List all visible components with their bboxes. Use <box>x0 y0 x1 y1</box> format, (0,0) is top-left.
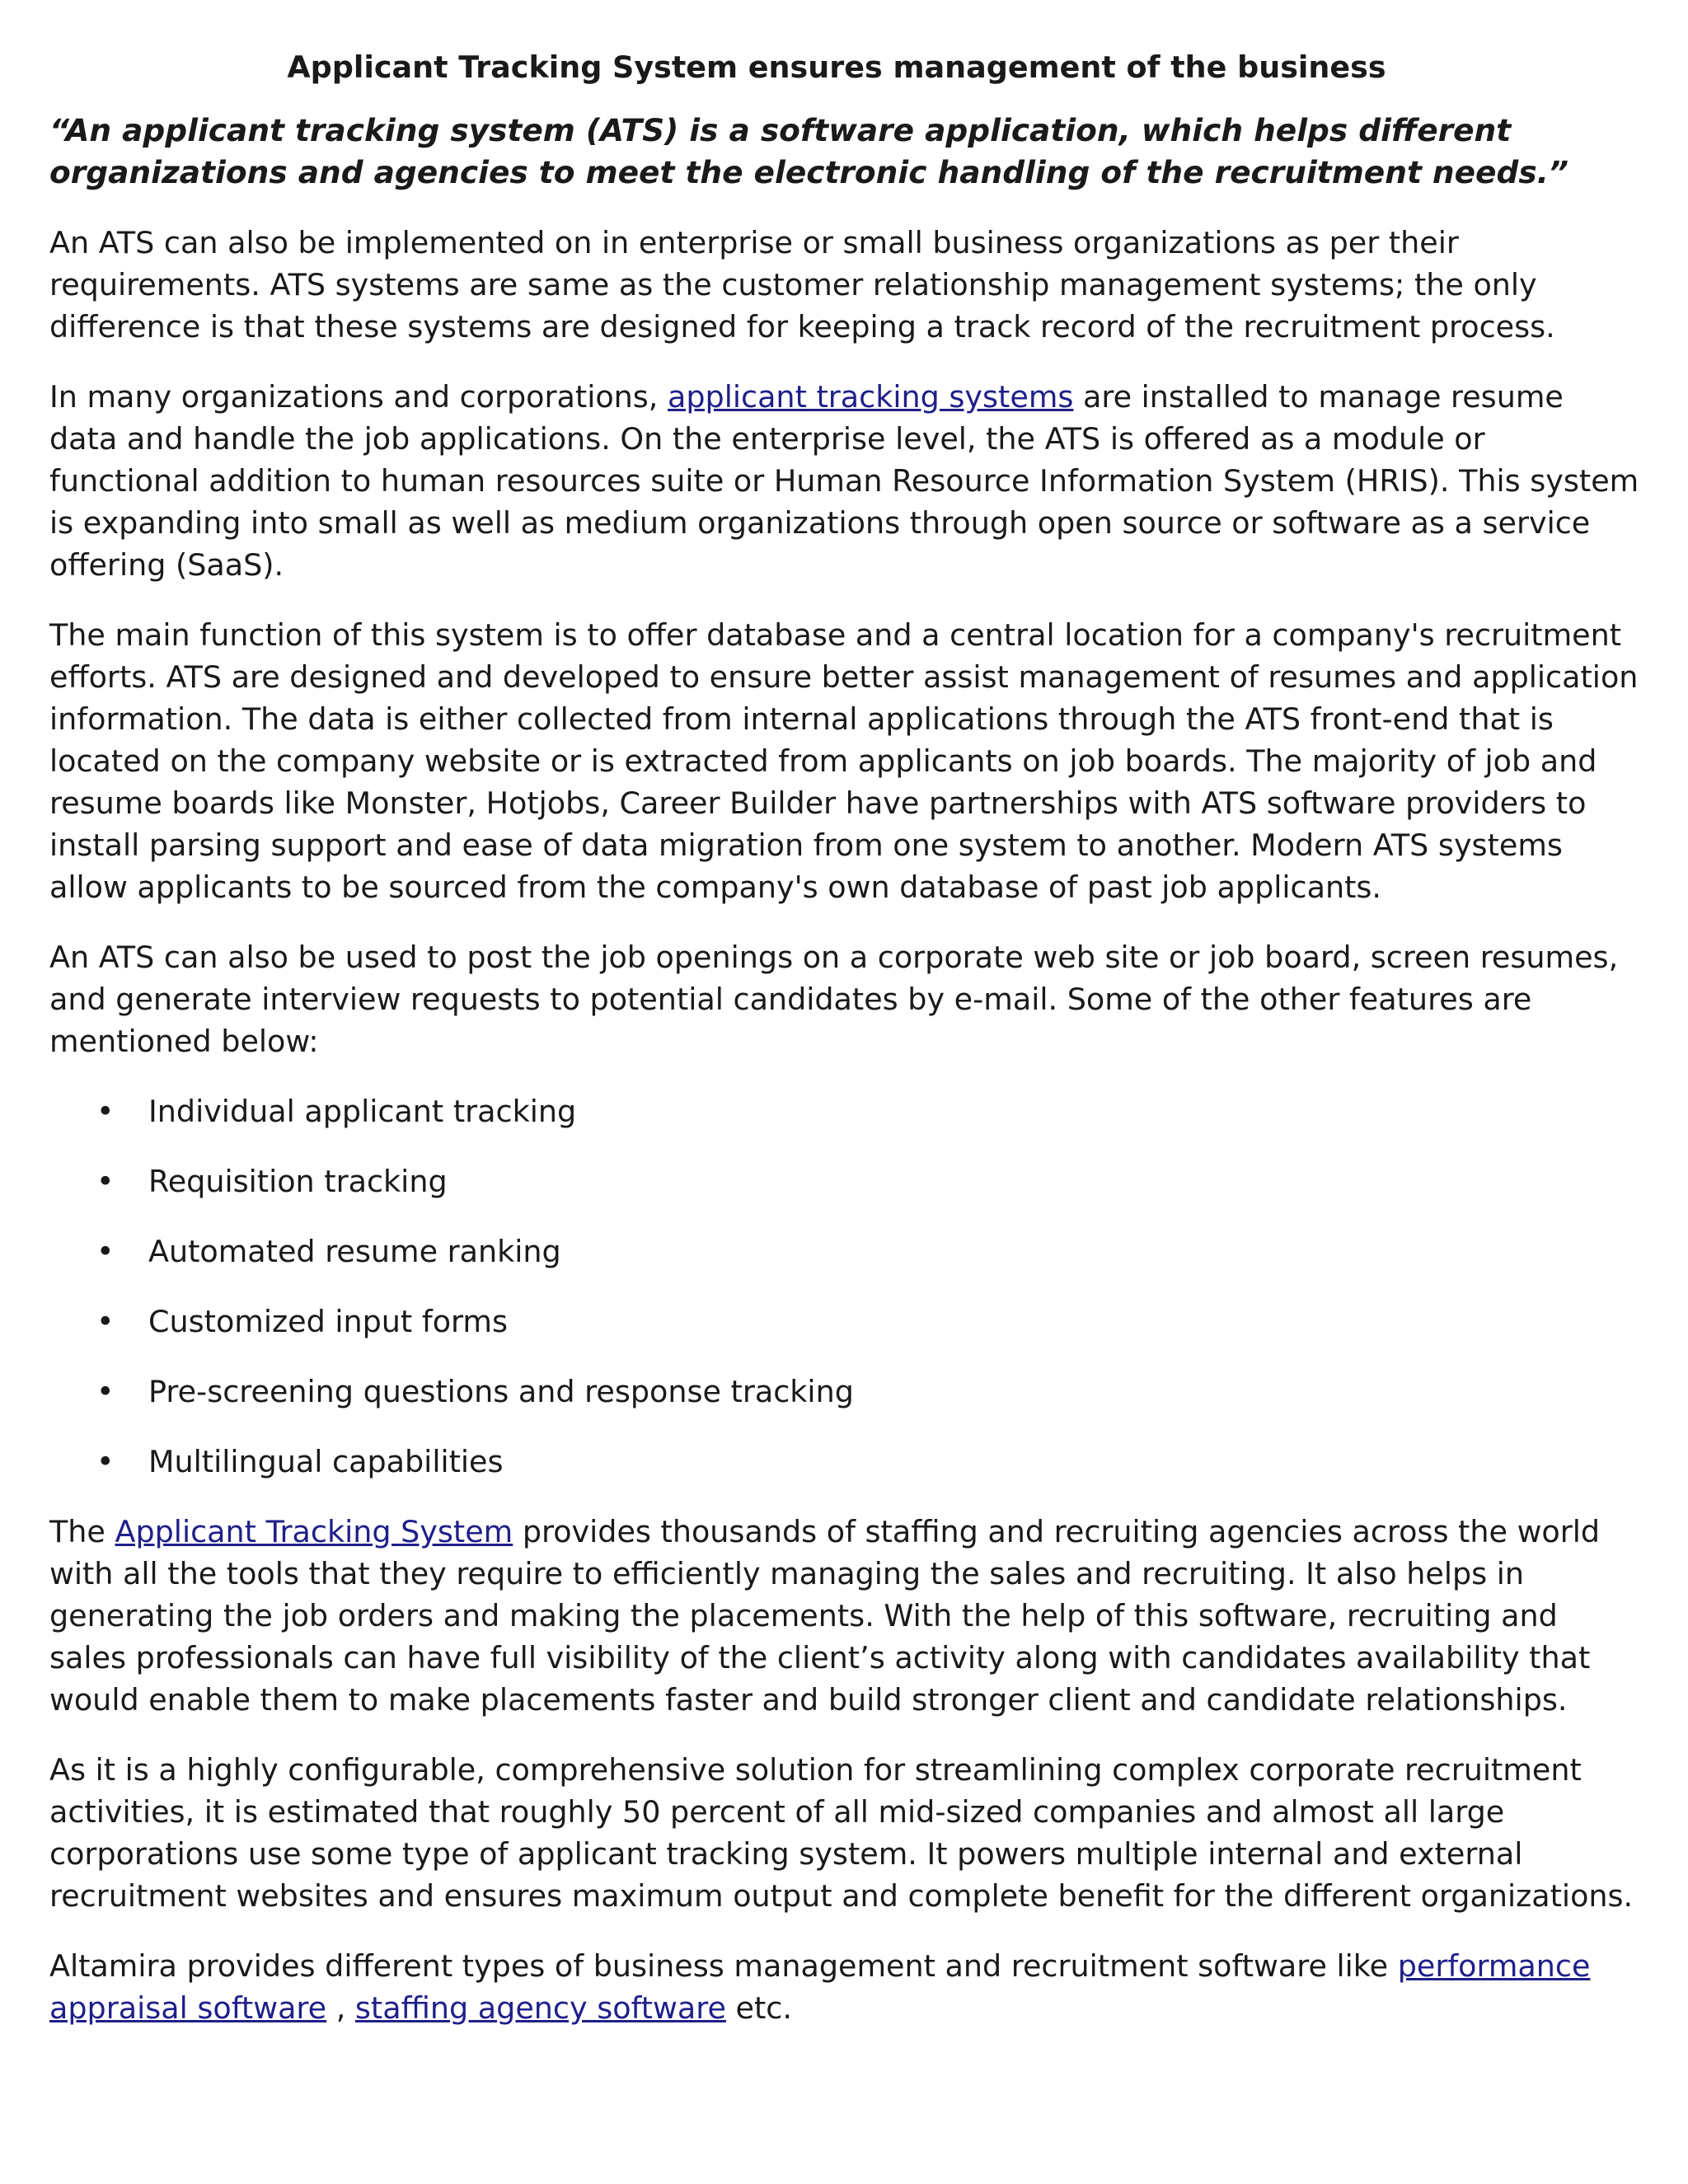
list-item <box>49 1090 1640 1132</box>
bullet-icon: • <box>96 1094 115 1129</box>
paragraph-organizations-text-after: are installed to manage resume data and handle the job applications. On the enterprise level, the ATS is offered as a module or functional addition to human resources suite or Human Resource Information System (HRIS). This system is expanding into small as well as medium organizations through open source or software as a service offering (SaaS). <box>49 379 1639 583</box>
paragraph-altamira <box>49 1945 1640 2029</box>
paragraph-organizations <box>49 376 1640 586</box>
staffing-agency-software-link[interactable]: staffing agency software <box>354 1990 726 2026</box>
bullet-icon: • <box>96 1164 115 1199</box>
document-page <box>49 46 1640 2057</box>
link-separator: , <box>326 1990 355 2026</box>
list-item <box>49 1301 1640 1343</box>
bullet-icon: • <box>96 1444 115 1479</box>
list-item-text: Customized input forms <box>148 1304 508 1339</box>
list-item-text: Individual applicant tracking <box>148 1094 577 1129</box>
bullet-icon: • <box>96 1304 115 1339</box>
paragraph-intro: An ATS can also be implemented on in enterprise or small business organizations as per their requirements. ATS systems are same as the customer relationship management systems; the only difference is that these systems are designed for keeping a track record of the recruitment process. <box>49 225 1555 344</box>
paragraph-altamira-text-before: Altamira provides different types of business management and recruitment software like <box>49 1948 1398 1984</box>
bullet-icon: • <box>96 1234 115 1269</box>
features-list <box>49 1090 1640 1483</box>
paragraph-features-intro: An ATS can also be used to post the job openings on a corporate web site or job board, screen resumes, and generate interview requests to potential candidates by e-mail. Some of the other features are mentioned below: <box>49 940 1619 1059</box>
paragraph-ats-tools-text-after: provides thousands of staffing and recruiting agencies across the world with all the tools that they require to efficiently managing the sales and recruiting. It also helps in generating the job orders and making the placements. With the help of this software, recruiting and sales professionals can have full visibility of the client’s activity along with candidates availability that would enable them to make placements faster and build stronger client and candidate relationships. <box>49 1514 1601 1718</box>
performance-appraisal-software-link[interactable]: performance appraisal software <box>49 1948 1591 2026</box>
paragraph-organizations-text-before: In many organizations and corporations, <box>49 379 668 415</box>
paragraph-altamira-text-after: etc. <box>725 1990 792 2026</box>
list-item <box>49 1441 1640 1483</box>
list-item <box>49 1371 1640 1413</box>
document-title <box>49 46 1640 88</box>
paragraph-ats-tools-text-before: The <box>49 1514 115 1549</box>
paragraph-configurable: As it is a highly configurable, comprehensive solution for streamlining complex corporate recruitment activities, it is estimated that roughly 50 percent of all mid-sized companies and almost all large corporations use some type of applicant tracking system. It powers multiple internal and external recruitment websites and ensures maximum output and complete benefit for the different organizations. <box>49 1752 1634 1914</box>
list-item-text: Requisition tracking <box>148 1164 448 1199</box>
paragraph-main-function: The main function of this system is to offer database and a central location for a company's recruitment efforts. ATS are designed and developed to ensure better assist management of resumes and application information. The data is either collected from internal applications through the ATS front-end that is located on the company website or is extracted from applicants on job boards. The majority of job and resume boards like Monster, Hotjobs, Career Builder have partnerships with ATS software providers to install parsing support and ease of data migration from one system to another. Modern ATS systems allow applicants to be sourced from the company's own database of past job applicants. <box>49 617 1639 905</box>
document-title-text: Applicant Tracking System ensures management of the business <box>287 49 1386 85</box>
applicant-tracking-systems-link[interactable]: applicant tracking systems <box>668 379 1074 415</box>
bullet-icon: • <box>96 1374 115 1409</box>
list-item-text: Pre-screening questions and response tracking <box>148 1374 854 1409</box>
applicant-tracking-system-link[interactable]: Applicant Tracking System <box>115 1514 513 1549</box>
list-item-text: Multilingual capabilities <box>148 1444 504 1479</box>
list-item <box>49 1230 1640 1272</box>
paragraph-ats-tools <box>49 1511 1640 1721</box>
list-item <box>49 1160 1640 1202</box>
list-item-text: Automated resume ranking <box>148 1234 561 1269</box>
definition-quote: “An applicant tracking system (ATS) is a software application, which helps different organizations and agencies to meet the electronic handling of the recruitment needs.” <box>49 112 1569 190</box>
